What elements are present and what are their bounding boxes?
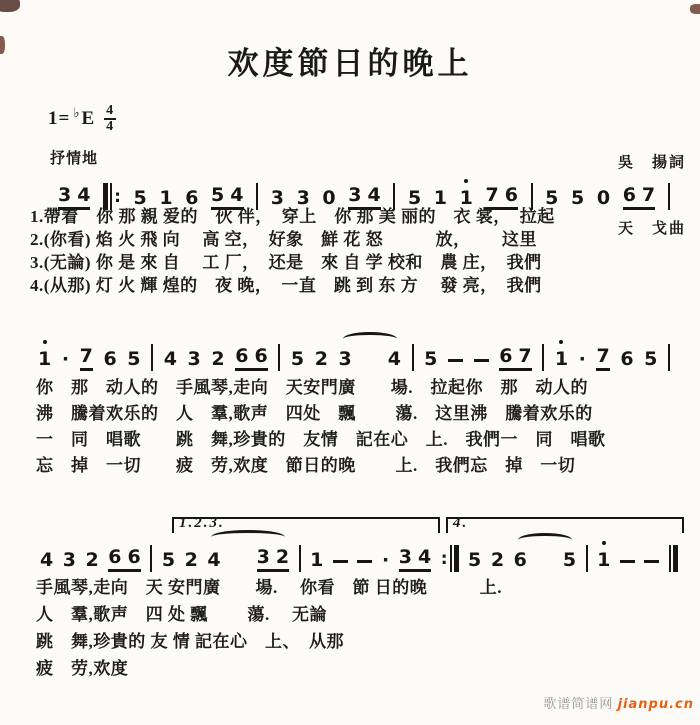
note: 4	[40, 549, 54, 571]
note: 6	[513, 549, 527, 571]
note: 7	[80, 344, 93, 371]
note: 6	[127, 546, 141, 568]
beam-group	[257, 545, 289, 572]
barline	[150, 545, 152, 572]
note: 2	[314, 348, 328, 370]
bar-stroke	[393, 183, 395, 210]
note: 7	[596, 344, 609, 371]
watermark-domain: jianpu.cn	[617, 697, 694, 712]
note: 6	[185, 187, 199, 209]
music-line-1	[58, 183, 670, 210]
bar-stroke	[103, 183, 108, 210]
repeat-dots: :	[114, 186, 121, 207]
note: 4	[77, 184, 91, 206]
note: 5	[290, 348, 305, 370]
bar-stroke	[673, 545, 678, 572]
repeat-dots: :	[440, 548, 448, 569]
note: 5	[161, 549, 176, 571]
key-tonic: 1=	[48, 107, 71, 129]
music-line-3	[40, 545, 678, 572]
lyric-line-verse4: 疲 劳,欢度	[36, 659, 129, 678]
scan-artifact	[690, 4, 700, 14]
note: 2	[85, 549, 99, 571]
note: 5	[211, 184, 225, 206]
lyric-line-verse4: 忘 掉 一切 疲 劳,欢度 節日的晚 上. 我們忘 掉 一切	[36, 456, 576, 475]
bar-stroke	[531, 183, 533, 210]
note: 3	[398, 546, 412, 568]
barline	[586, 545, 588, 572]
note: 7	[641, 184, 656, 206]
beam-group	[485, 183, 517, 210]
note: 6	[622, 184, 636, 206]
note: 6	[620, 348, 634, 370]
lyric-line-verse4: 4.(从那) 灯 火 輝 煌的 夜 晚， 一直 跳 到 东 方 發 亮， 我們	[30, 276, 542, 295]
note: 2	[211, 348, 225, 370]
time-signature	[104, 104, 116, 133]
slur-arc	[343, 332, 397, 346]
slur-group	[514, 548, 576, 572]
duration-dash	[448, 359, 463, 362]
slur-arc	[211, 530, 285, 544]
bar-stroke	[586, 545, 588, 572]
note: 4	[387, 348, 401, 370]
barline	[299, 545, 301, 572]
note: 4	[417, 546, 432, 568]
note: 0	[322, 187, 336, 209]
key-letter: E	[81, 107, 96, 129]
note: 6	[254, 345, 268, 367]
bar-stroke	[450, 545, 452, 572]
note: 3	[187, 348, 201, 370]
volta-label: 4.	[453, 515, 469, 531]
beam-group	[623, 183, 655, 210]
note: 5	[424, 348, 438, 370]
volta-bracket-123	[172, 517, 440, 533]
bar-stroke	[151, 344, 153, 371]
note: 4	[230, 184, 244, 206]
bar-stroke	[299, 545, 301, 572]
barline	[531, 183, 533, 210]
note: 4	[207, 549, 221, 571]
duration-dash	[333, 560, 348, 563]
note: 5	[127, 348, 141, 370]
beam-group	[211, 183, 243, 210]
note: 2	[490, 549, 505, 571]
note: 3	[296, 187, 310, 209]
slur-group	[207, 545, 289, 572]
note: 1	[459, 187, 473, 209]
duration-dash	[357, 560, 372, 563]
note: 3	[270, 187, 284, 209]
final-barline	[669, 545, 678, 572]
tempo-marking: 抒情地	[50, 151, 99, 167]
barline	[412, 344, 414, 371]
meter-denominator: 4	[106, 119, 115, 134]
note: 1	[38, 348, 52, 370]
note: 6	[103, 348, 117, 370]
note: 5	[133, 187, 147, 209]
barline	[668, 344, 670, 371]
repeat-end-barline	[441, 545, 459, 572]
barline	[278, 344, 280, 371]
beam-group	[348, 183, 380, 210]
note: 6	[108, 546, 122, 568]
note: 4	[367, 184, 381, 206]
beam-group	[399, 545, 431, 572]
lyric-line-verse1: 手風琴,走向 天 安門廣 場. 你看 節 日的晚 上.	[36, 578, 502, 597]
note: 1	[433, 187, 448, 209]
music-line-2	[38, 344, 670, 371]
barline	[256, 183, 258, 210]
note: 5	[468, 549, 482, 571]
note: 3	[348, 184, 362, 206]
note: 7	[518, 345, 532, 367]
bar-stroke	[150, 545, 152, 572]
scan-artifact	[0, 0, 20, 12]
duration-dash	[644, 560, 659, 563]
duration-dash	[620, 560, 635, 563]
meter-numerator: 4	[106, 103, 115, 118]
augmentation-dot: ·	[578, 348, 586, 370]
augmentation-dot: ·	[61, 348, 70, 370]
bar-stroke	[110, 183, 112, 210]
barline	[151, 344, 153, 371]
beam-group	[108, 545, 140, 572]
note: 3	[62, 549, 76, 571]
volta-label: 1.2.3.	[179, 515, 225, 531]
augmentation-dot: ·	[381, 549, 390, 571]
barline	[393, 183, 395, 210]
lyricist-credit: 吳 揚詞	[617, 155, 686, 171]
slur-arc	[518, 533, 572, 547]
note: 2	[275, 546, 290, 568]
note: 1	[597, 549, 611, 571]
note: 1	[554, 348, 569, 370]
repeat-start-barline	[103, 183, 121, 210]
note: 6	[235, 345, 249, 367]
beam-group	[499, 344, 531, 371]
bar-stroke	[454, 545, 459, 572]
flat-sign: ♭	[73, 104, 81, 120]
note: 5	[562, 549, 577, 571]
slur-group	[339, 347, 401, 371]
note: 5	[545, 187, 559, 209]
bar-stroke	[278, 344, 280, 371]
note: 4	[163, 348, 177, 370]
bar-stroke	[412, 344, 414, 371]
bar-stroke	[668, 183, 670, 210]
duration-dash	[474, 359, 489, 362]
lyric-line-verse3: 3.(无論) 你 是 來 自 工 厂， 还是 來 自 学 校和 農 庄， 我們	[30, 253, 542, 272]
key-signature	[48, 104, 116, 133]
note: 6	[499, 345, 513, 367]
volta-bracket-4	[446, 517, 684, 533]
note: 2	[184, 549, 198, 571]
lyric-line-verse3: 跳 舞,珍貴的 友 情 記在心 上、 从那	[36, 632, 344, 651]
note: 3	[338, 348, 352, 370]
note: 0	[596, 187, 611, 209]
barline	[668, 183, 670, 210]
note: 3	[256, 546, 270, 568]
note: 5	[407, 187, 422, 209]
beam-group	[58, 183, 90, 210]
lyric-line-verse3: 一 同 唱歌 跳 舞,珍貴的 友情 記在心 上. 我們一 同 唱歌	[36, 430, 606, 449]
watermark-site-name: 歌谱简谱网	[543, 696, 618, 711]
note: 7	[485, 184, 499, 206]
note: 5	[644, 348, 658, 370]
bar-stroke	[256, 183, 258, 210]
composer-credit: 天 戈曲	[617, 221, 686, 237]
lyric-line-verse1: 你 那 动人的 手風琴,走向 天安門廣 場. 拉起你 那 动人的	[36, 378, 588, 397]
bar-stroke	[668, 344, 670, 371]
lyric-line-verse2: 沸 騰着欢乐的 人 羣,歌声 四处 飄 蕩. 这里沸 騰着欢乐的	[36, 404, 593, 423]
bar-stroke	[542, 344, 544, 371]
note: 6	[504, 184, 518, 206]
lyric-line-verse1: 1.帶着 你 那 親 爱的 伙 伴， 穿上 你 那 美 丽的 衣 裳， 拉起	[30, 207, 555, 226]
note: 3	[58, 184, 72, 206]
lyric-line-verse2: 2.(你看) 焰 火 飛 向 高 空， 好象 鮮 花 怒 放， 这里	[30, 230, 537, 249]
bar-stroke	[669, 545, 671, 572]
beam-group	[235, 344, 267, 371]
note: 1	[310, 549, 324, 571]
note: 1	[159, 187, 173, 209]
watermark	[543, 693, 694, 712]
page-title: 欢度節日的晚上	[227, 46, 473, 81]
lyric-line-verse2: 人 羣,歌声 四 处 飄 蕩. 无論	[36, 605, 327, 624]
note: 5	[571, 187, 585, 209]
barline	[542, 344, 544, 371]
